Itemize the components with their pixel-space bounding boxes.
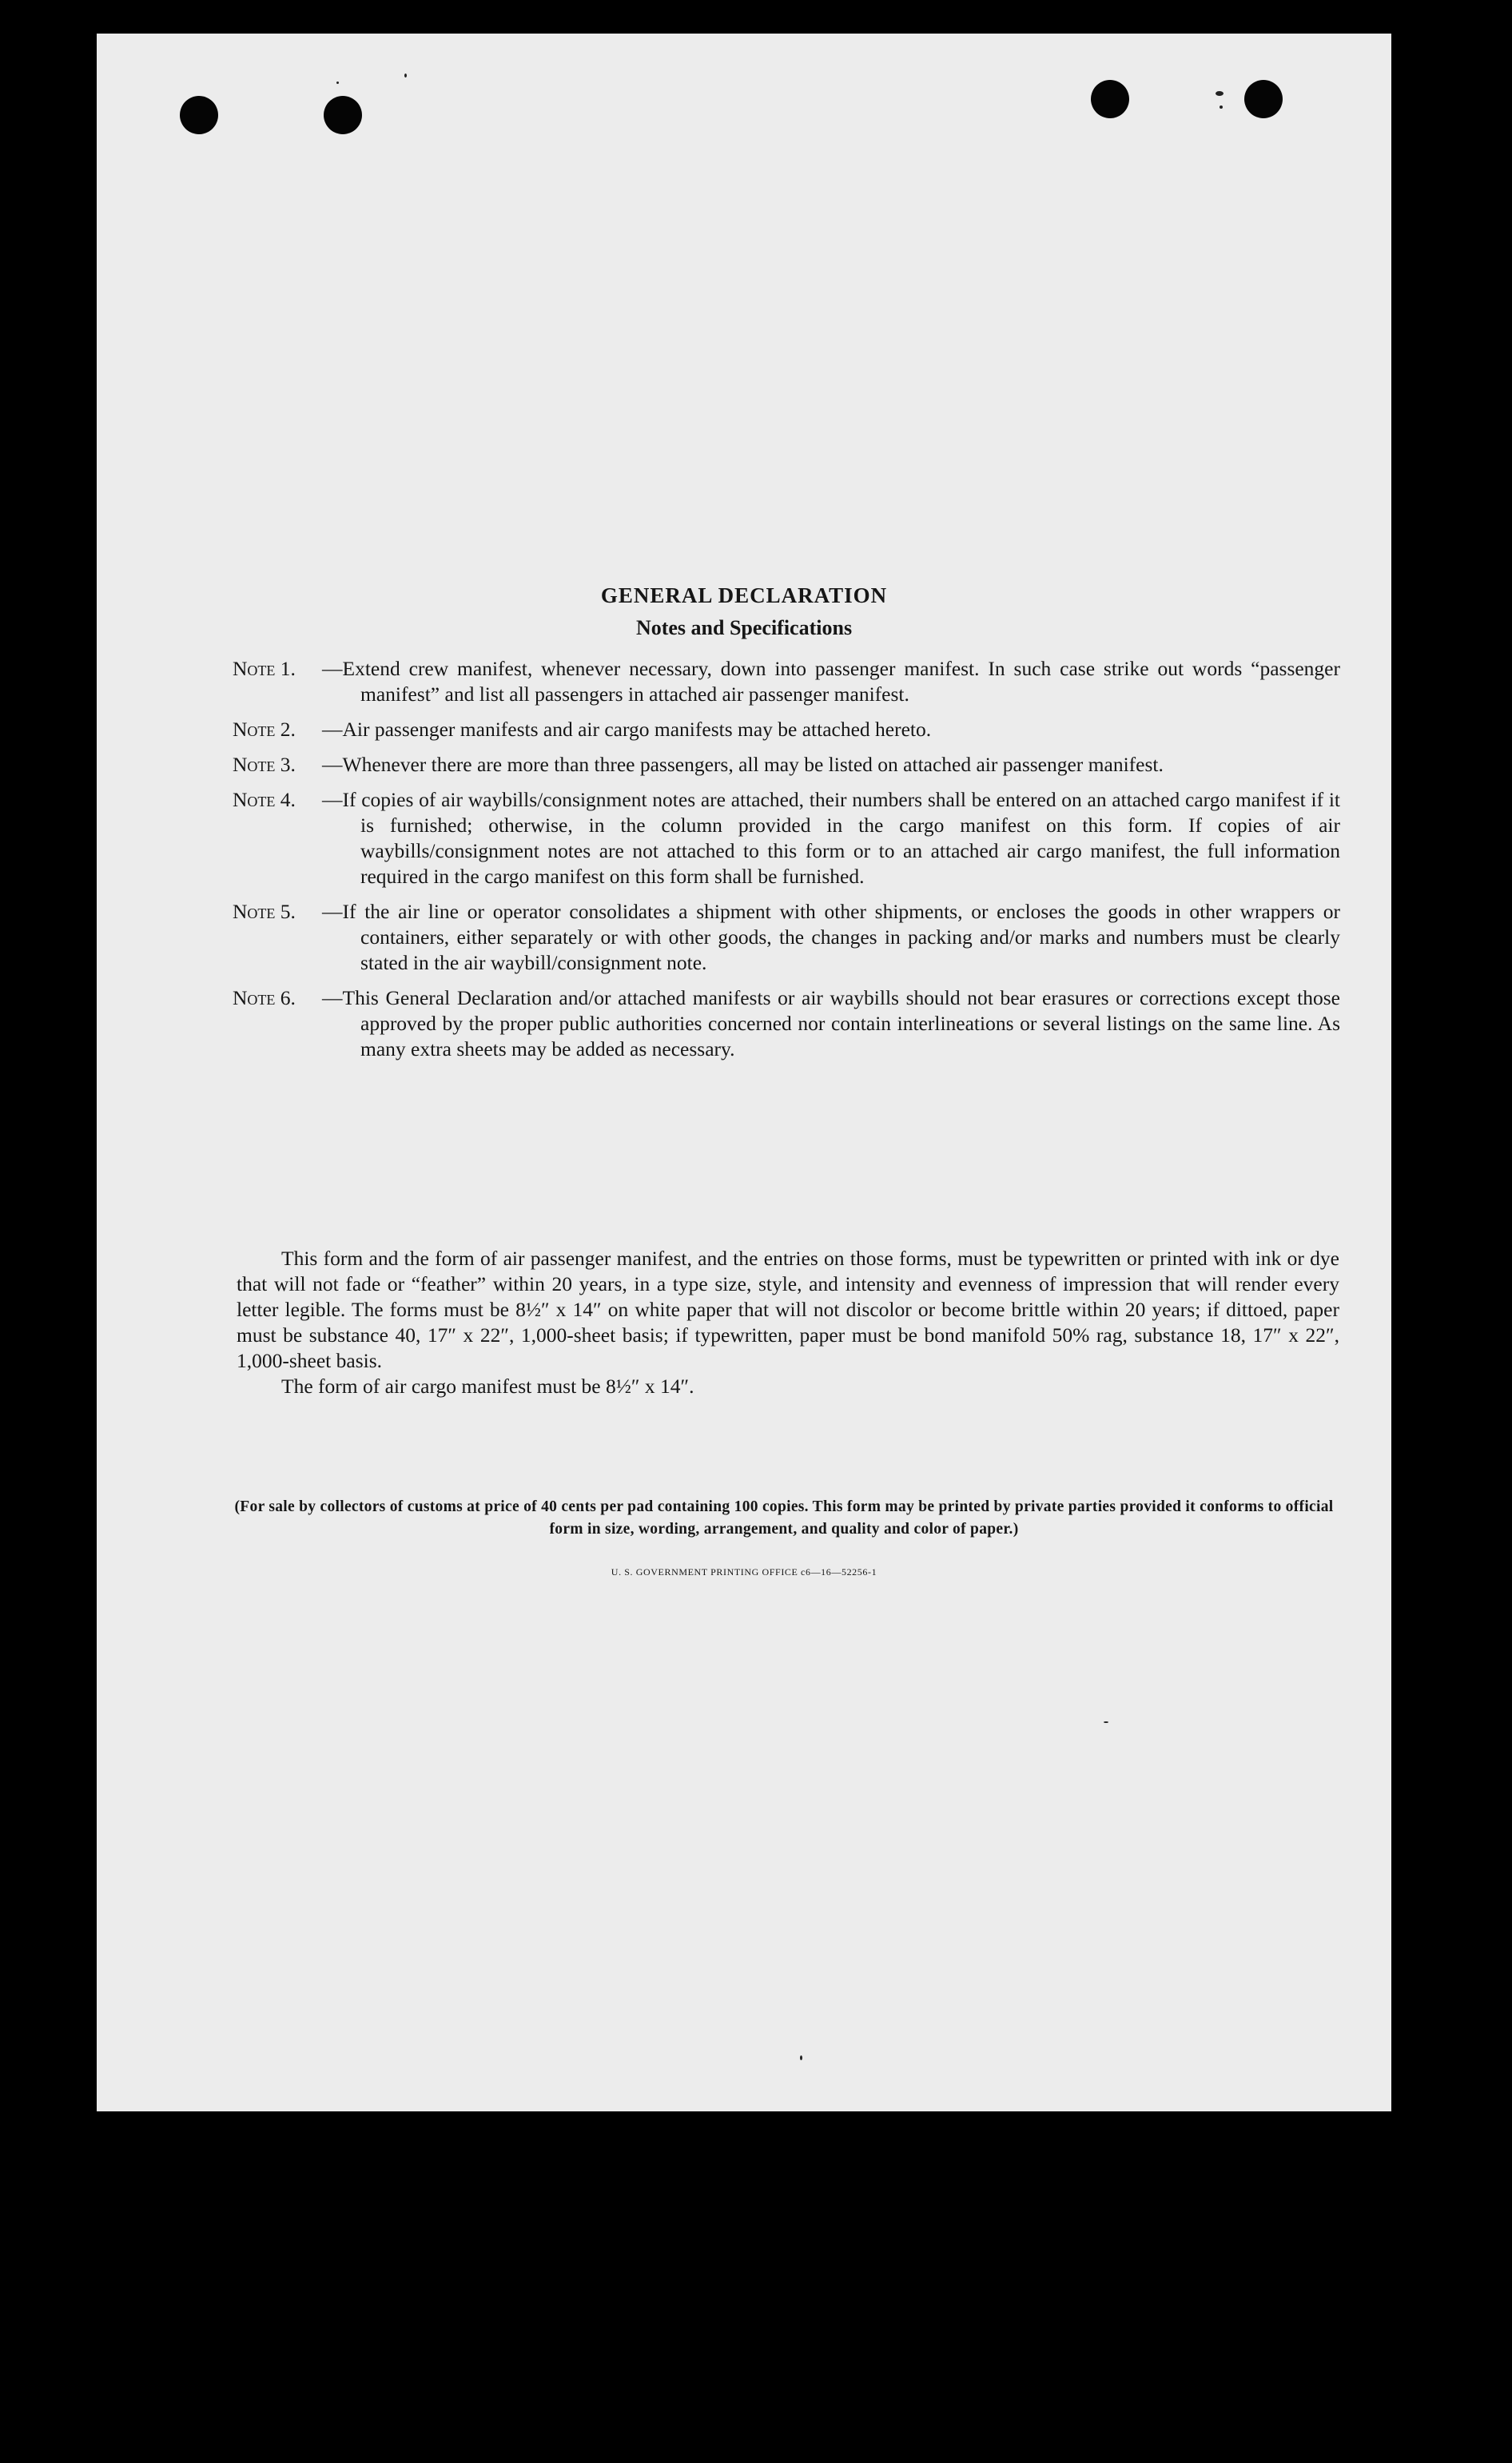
note-text: —Air passenger manifests and air cargo manifests may be attached hereto. (322, 718, 932, 741)
speck (1220, 105, 1223, 109)
speck (800, 2055, 802, 2060)
speck (404, 74, 407, 78)
notes-list (233, 656, 1340, 1072)
printing-office-imprint: U. S. GOVERNMENT PRINTING OFFICE c6—16—52256-1 (611, 1566, 877, 1578)
note-text: —Extend crew manifest, whenever necessary, down into passenger manifest. In such case strike out words “passenger manifest” and list all passengers in attached air passenger manifest. (322, 657, 1340, 706)
punch-hole (1091, 80, 1129, 118)
speck (1104, 1721, 1108, 1723)
note-item (233, 717, 1340, 742)
sale-notice: (For sale by collectors of customs at price of 40 cents per pad containing 100 copies. This form may be printed by private parties provided it conforms to official form in size, wording, arrangement, and quality and color of paper.) (234, 1498, 1334, 1538)
speck (1216, 91, 1224, 96)
document-subtitle: Notes and Specifications (635, 616, 853, 639)
note-label: Note 5. (233, 900, 296, 923)
punch-hole (1244, 80, 1283, 118)
note-item (233, 899, 1340, 976)
note-item (233, 752, 1340, 778)
note-item (233, 787, 1340, 889)
punch-hole (180, 96, 218, 134)
speck (336, 82, 339, 84)
note-item (233, 656, 1340, 707)
document-title: GENERAL DECLARATION (600, 583, 888, 607)
note-text: —Whenever there are more than three passengers, all may be listed on attached air passenger manifest. (322, 753, 1164, 776)
note-text: —This General Declaration and/or attached manifests or air waybills should not bear erasures or corrections except those approved by the proper public authorities concerned nor contain interlineations or several listings on the same line. As many extra sheets may be added as necessary. (322, 986, 1340, 1060)
note-label: Note 1. (233, 657, 296, 680)
specifications-paragraph (237, 1246, 1339, 1399)
note-text: —If copies of air waybills/consignment notes are attached, their numbers shall be entered on an attached cargo manifest if it is furnished; otherwise, in the column provided in the cargo manifest on this form. If copies of air waybills/consignment notes are not attached to this form or to an attached air cargo manifest, the full information required in the cargo manifest on this form shall be furnished. (322, 788, 1340, 888)
note-label: Note 2. (233, 718, 296, 741)
punch-hole (324, 96, 362, 134)
paper-specification-text: This form and the form of air passenger manifest, and the entries on those forms, must be typewritten or printed with ink or dye that will not fade or “feather” within 20 years, in a type size, style, and intensity and evenness of impression that will render every letter legible. The forms must be 8½″ x 14″ on white paper that will not discolor or become brittle within 20 years; if dittoed, paper must be substance 40, 17″ x 22″, 1,000-sheet basis; if typewritten, paper must be bond manifold 50% rag, substance 18, 17″ x 22″, 1,000-sheet basis. (237, 1247, 1339, 1372)
note-item (233, 985, 1340, 1062)
note-label: Note 3. (233, 753, 296, 776)
note-label: Note 6. (233, 986, 296, 1009)
cargo-manifest-size-text: The form of air cargo manifest must be 8½″ x 14″. (281, 1375, 694, 1398)
document-page (97, 34, 1391, 2111)
note-label: Note 4. (233, 788, 296, 811)
note-text: —If the air line or operator consolidates a shipment with other shipments, or encloses the goods in other wrappers or containers, either separately or with other goods, the changes in packing and/or marks and numbers must be clearly stated in the air waybill/consignment note. (322, 900, 1340, 974)
